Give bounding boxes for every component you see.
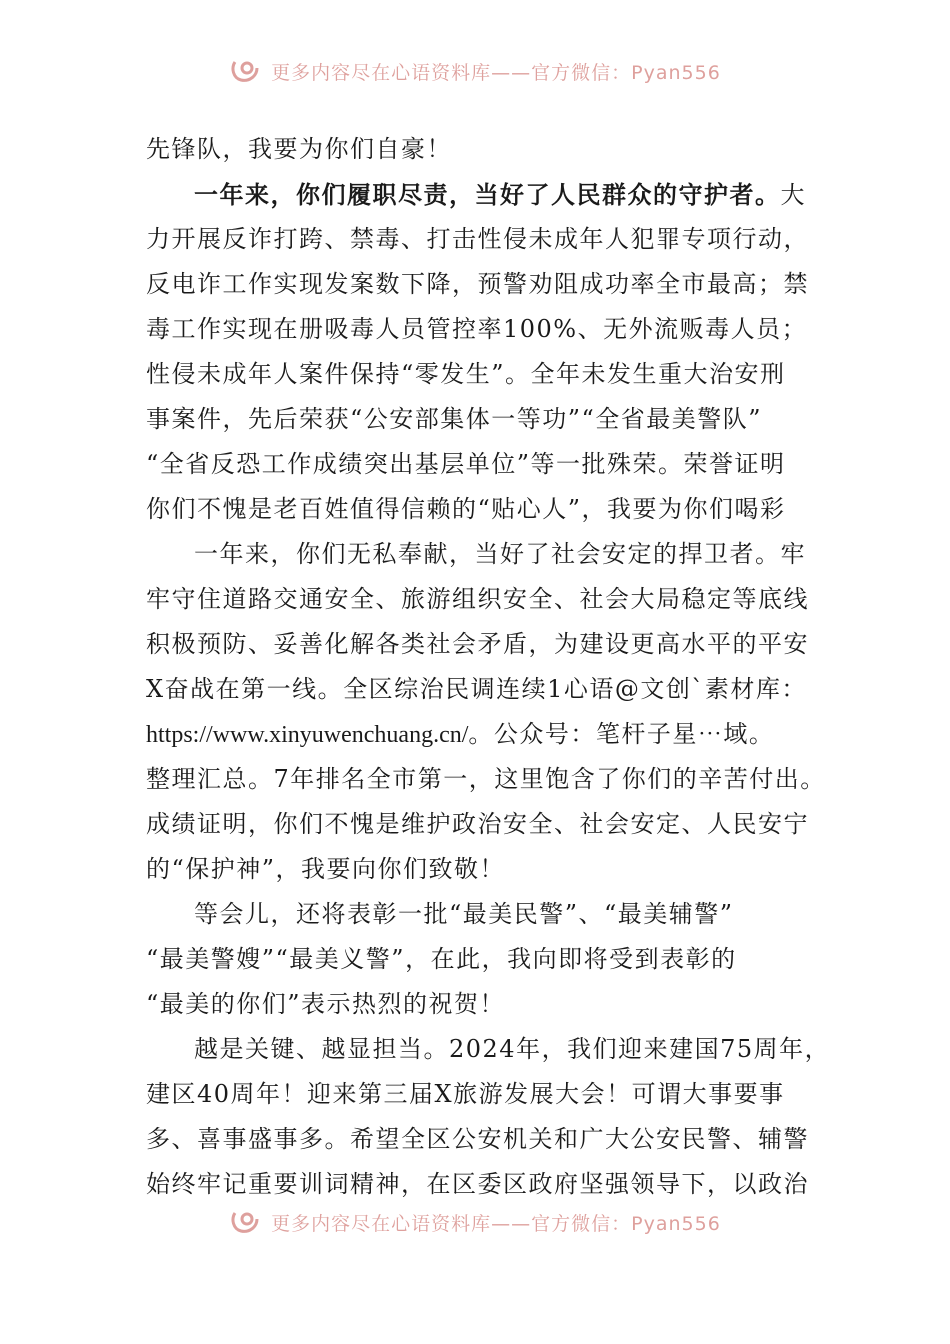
text-line: 一年来，你们无私奉献，当好了社会安定的捍卫者。牢 <box>194 540 806 568</box>
text-line: “最美警嫂”“最美义警”，在此，我向即将受到表彰的 <box>146 945 737 973</box>
text-line: 一年来，你们履职尽责，当好了人民群众的守护者。大 <box>194 180 806 209</box>
url-text: https://www.xinyuwenchuang.cn/ <box>146 722 469 748</box>
watermark-logo-icon <box>229 58 263 84</box>
text-line: 牢守住道路交通安全、旅游组织安全、社会大局稳定等底线 <box>146 585 809 613</box>
text-line: 反电诈工作实现发案数下降，预警劝阻成功率全市最高；禁 <box>146 270 809 298</box>
watermark-logo-icon <box>229 1209 263 1235</box>
text-line: 性侵未成年人案件保持“零发生”。全年未发生重大治安刑 <box>146 360 786 388</box>
text-line: 等会儿，还将表彰一批“最美民警”、“最美辅警” <box>194 900 734 928</box>
text-line: 始终牢记重要训词精神，在区委区政府坚强领导下，以政治 <box>146 1170 809 1198</box>
text-line: 整理汇总。7年排名全市第一，这里饱含了你们的辛苦付出。 <box>146 765 826 793</box>
text-line: “全省反恐工作成绩突出基层单位”等一批殊荣。荣誉证明 <box>146 450 786 478</box>
text-line: 先锋队，我要为你们自豪！ <box>146 135 452 163</box>
text-line: 毒工作实现在册吸毒人员管控率100%、无外流贩毒人员； <box>146 315 808 343</box>
text-line: 积极预防、妥善化解各类社会矛盾，为建设更高水平的平安 <box>146 630 809 658</box>
bold-heading-sentence: 一年来，你们履职尽责，当好了人民群众的守护者。 <box>194 180 781 209</box>
watermark-text: 更多内容尽在心语资料库——官方微信：Pyan556 <box>271 61 721 84</box>
text-line: 成绩证明，你们不愧是维护政治安全、社会安定、人民安宁 <box>146 810 809 838</box>
header-watermark <box>0 51 950 91</box>
watermark-text: 更多内容尽在心语资料库——官方微信：Pyan556 <box>271 1212 721 1235</box>
footer-watermark <box>0 1202 950 1242</box>
text-line: 力开展反诈打跨、禁毒、打击性侵未成年人犯罪专项行动， <box>146 225 809 253</box>
text-line: X奋战在第一线。全区综治民调连续1心语@文创`素材库： <box>146 675 807 703</box>
text-line: 越是关键、越显担当。2024年，我们迎来建国75周年， <box>194 1035 831 1063</box>
text-line: 的“保护神”，我要向你们致敬！ <box>146 855 506 883</box>
text-line: https://www.xinyuwenchuang.cn/。公众号：笔杆子星⋯域。 <box>146 720 775 748</box>
document-body <box>146 127 831 1207</box>
text-line: 多、喜事盛事多。希望全区公安机关和广大公安民警、辅警 <box>146 1125 809 1153</box>
text-line: “最美的你们”表示热烈的祝贺！ <box>146 990 506 1018</box>
text-line: 建区40周年！迎来第三届X旅游发展大会！可谓大事要事 <box>146 1080 785 1108</box>
text-line: 你们不愧是老百姓值得信赖的“贴心人”，我要为你们喝彩 <box>146 495 786 523</box>
text-line: 事案件，先后荣获“公安部集体一等功”“全省最美警队” <box>146 405 763 433</box>
